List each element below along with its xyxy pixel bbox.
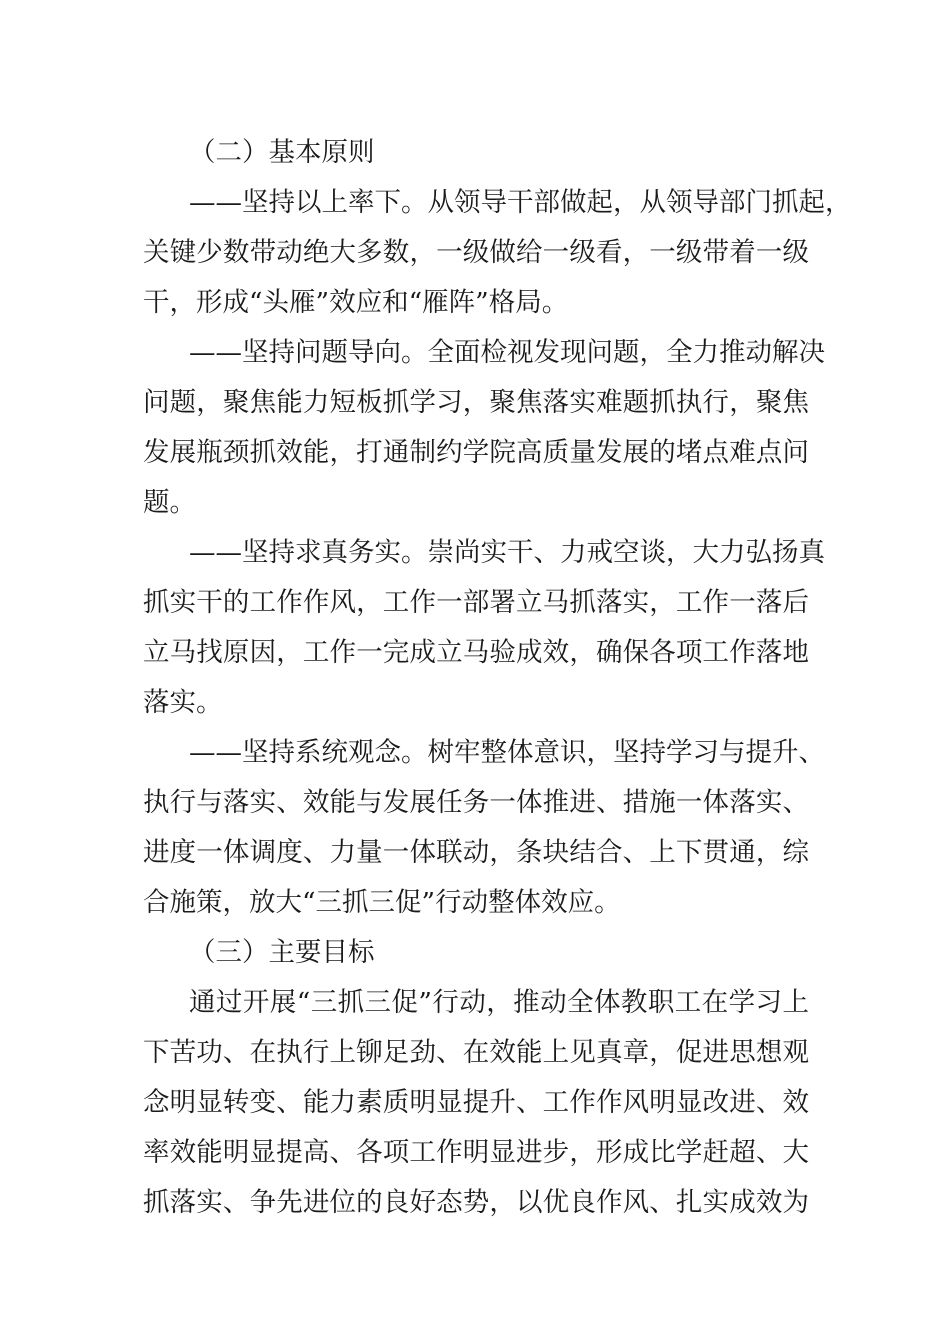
text-line: 念明显转变、能力素质明显提升、工作作风明显改进、效 — [143, 1087, 809, 1118]
text-line: 落实。 — [143, 687, 223, 718]
text-line: （二）基本原则 — [189, 137, 375, 168]
text-line: （三）主要目标 — [189, 937, 375, 968]
text-line: 合施策，放大“三抓三促”行动整体效应。 — [143, 887, 621, 918]
text-line: 执行与落实、效能与发展任务一体推进、措施一体落实、 — [143, 787, 809, 818]
text-line: 关键少数带动绝大多数，一级做给一级看，一级带着一级 — [143, 237, 809, 268]
text-line: 抓落实、争先进位的良好态势，以优良作风、扎实成效为 — [143, 1187, 809, 1218]
text-line: ——坚持求真务实。崇尚实干、力戒空谈，大力弘扬真 — [189, 537, 825, 568]
text-line: 干，形成“头雁”效应和“雁阵”格局。 — [143, 287, 569, 318]
text-line: 率效能明显提高、各项工作明显进步，形成比学赶超、大 — [143, 1137, 809, 1168]
text-line: ——坚持系统观念。树牢整体意识，坚持学习与提升、 — [189, 737, 825, 768]
text-line: 立马找原因，工作一完成立马验成效，确保各项工作落地 — [143, 637, 809, 668]
text-line: 下苦功、在执行上铆足劲、在效能上见真章，促进思想观 — [143, 1037, 809, 1068]
text-line: 进度一体调度、力量一体联动，条块结合、上下贯通，综 — [143, 837, 809, 868]
text-line: 通过开展“三抓三促”行动，推动全体教职工在学习上 — [189, 987, 809, 1018]
text-line: 问题，聚焦能力短板抓学习，聚焦落实难题抓执行，聚焦 — [143, 387, 809, 418]
text-line: ——坚持以上率下。从领导干部做起，从领导部门抓起， — [189, 187, 852, 218]
text-line: 发展瓶颈抓效能，打通制约学院高质量发展的堵点难点问 — [143, 437, 809, 468]
document-body — [143, 128, 852, 1228]
text-line: 题。 — [143, 487, 196, 518]
text-line: ——坚持问题导向。全面检视发现问题，全力推动解决 — [189, 337, 825, 368]
text-line: 抓实干的工作作风，工作一部署立马抓落实，工作一落后 — [143, 587, 809, 618]
